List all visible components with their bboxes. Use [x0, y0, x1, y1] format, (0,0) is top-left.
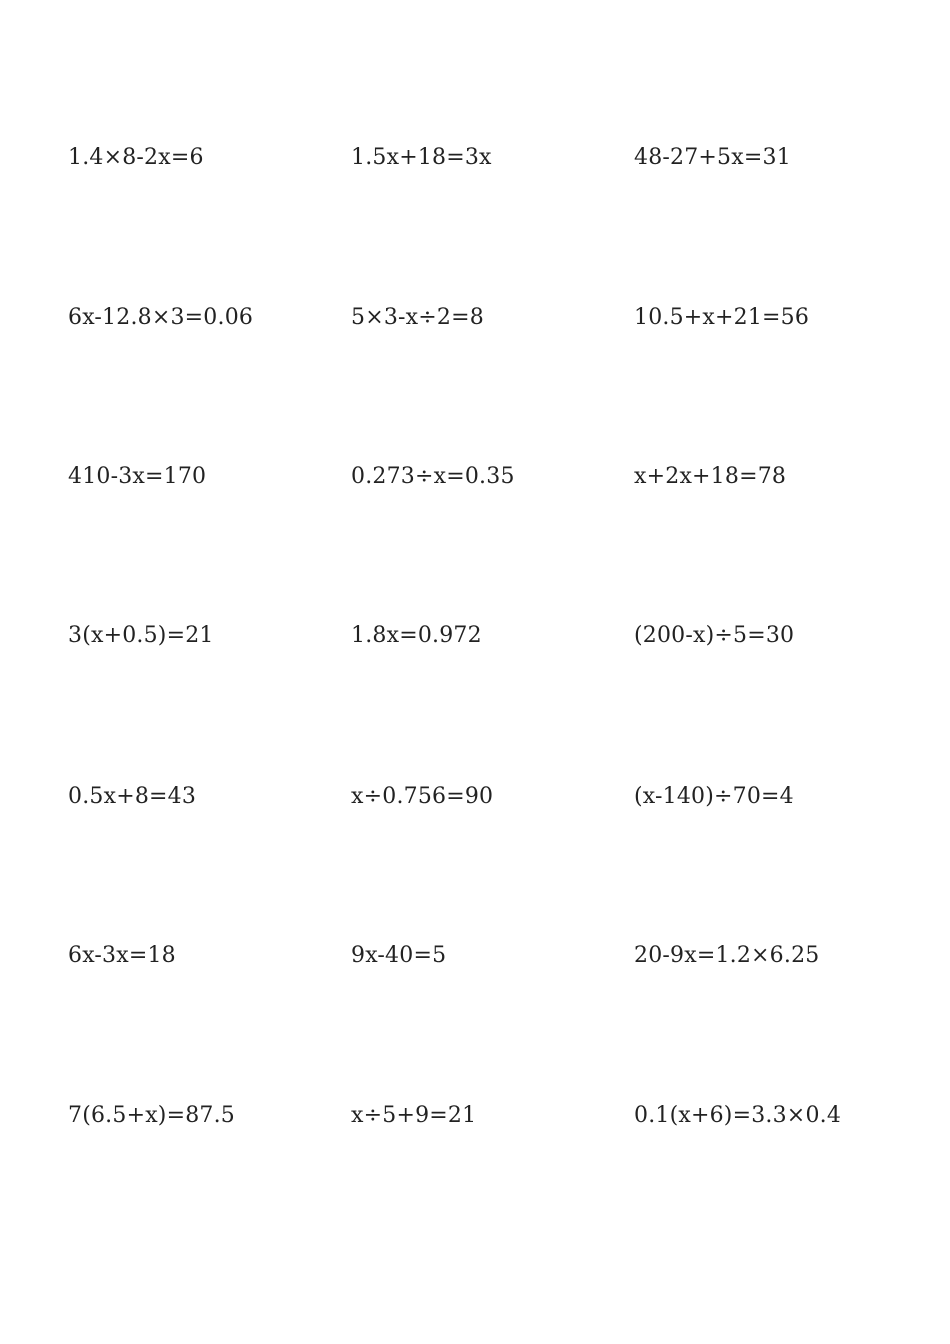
equation-r3-c1: 410-3x=170 — [68, 464, 207, 489]
equation-r4-c3: (200-x)÷5=30 — [634, 623, 795, 648]
equation-r5-c3: (x-140)÷70=4 — [634, 784, 794, 809]
equation-r3-c3: x+2x+18=78 — [634, 464, 787, 489]
equation-r3-c2: 0.273÷x=0.35 — [351, 464, 515, 489]
equation-r4-c1: 3(x+0.5)=21 — [68, 623, 214, 648]
equation-r5-c2: x÷0.756=90 — [351, 784, 494, 809]
equation-r7-c2: x÷5+9=21 — [351, 1103, 477, 1128]
equation-r6-c3: 20-9x=1.2×6.25 — [634, 943, 820, 968]
equation-r2-c1: 6x-12.8×3=0.06 — [68, 305, 254, 330]
equation-r1-c2: 1.5x+18=3x — [351, 145, 492, 170]
equation-r7-c1: 7(6.5+x)=87.5 — [68, 1103, 236, 1128]
equation-r2-c3: 10.5+x+21=56 — [634, 305, 810, 330]
equation-r1-c3: 48-27+5x=31 — [634, 145, 791, 170]
equation-r5-c1: 0.5x+8=43 — [68, 784, 197, 809]
equation-r6-c1: 6x-3x=18 — [68, 943, 176, 968]
equation-r6-c2: 9x-40=5 — [351, 943, 447, 968]
equation-r4-c2: 1.8x=0.972 — [351, 623, 482, 648]
equation-r2-c2: 5×3-x÷2=8 — [351, 305, 484, 330]
equation-r1-c1: 1.4×8-2x=6 — [68, 145, 204, 170]
equation-r7-c3: 0.1(x+6)=3.3×0.4 — [634, 1103, 842, 1128]
